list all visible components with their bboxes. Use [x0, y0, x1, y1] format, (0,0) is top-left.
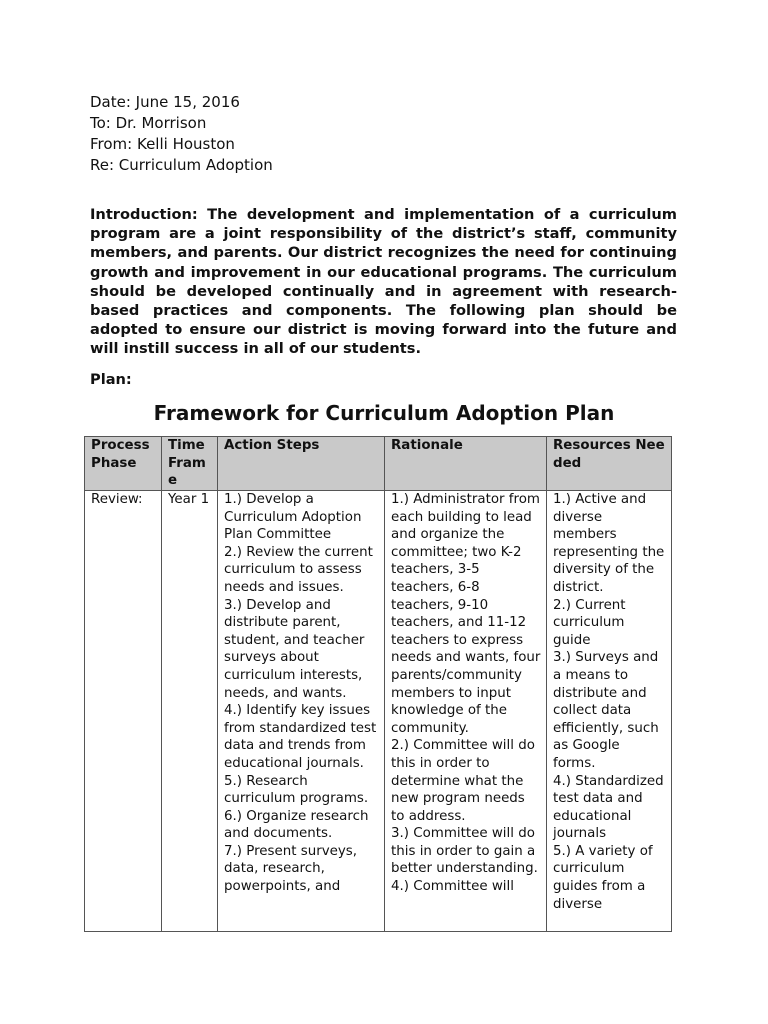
header-action-steps: Action Steps	[218, 437, 385, 491]
framework-table	[84, 436, 672, 932]
plan-label: Plan:	[90, 371, 132, 388]
cell-resources-needed: 1.) Active and diverse members representing the diversity of the district. 2.) Current curriculum guide 3.) Surveys and a means to distribute and collect data efficiently, such as Google forms. 4.) Standardized test data and educational journals 5.) A variety of curriculum guides from a diverse	[547, 491, 672, 932]
introduction-paragraph: Introduction: The development and implementation of a curriculum program are a joint responsibility of the district’s staff, community members, and parents. Our district recognizes the need for continuing growth and improvement in our educational programs. The curriculum should be developed continually and in agreement with research-based practices and components. The following plan should be adopted to ensure our district is moving forward into the future and will instill success in all of our students.	[90, 206, 677, 358]
header-resources-needed: Resources Needed	[547, 437, 672, 491]
memo-from: From: Kelli Houston	[90, 135, 235, 153]
memo-re: Re: Curriculum Adoption	[90, 156, 273, 174]
header-time-frame: Time Frame	[162, 437, 218, 491]
table-row	[85, 491, 672, 932]
cell-rationale: 1.) Administrator from each building to lead and organize the committee; two K-2 teachers, 3-5 teachers, 6-8 teachers, 9-10 teachers, and 11-12 teachers to express needs and wants, four parents/community members to input knowledge of the community. 2.) Committee will do this in order to determine what the new program needs to address. 3.) Committee will do this in order to gain a better understanding. 4.) Committee will	[385, 491, 547, 932]
cell-process-phase: Review:	[85, 491, 162, 932]
cell-time-frame: Year 1	[162, 491, 218, 932]
memo-to: To: Dr. Morrison	[90, 114, 207, 132]
memo-date: Date: June 15, 2016	[90, 93, 240, 111]
framework-title: Framework for Curriculum Adoption Plan	[153, 401, 615, 425]
header-rationale: Rationale	[385, 437, 547, 491]
table-header-row	[85, 437, 672, 491]
cell-action-steps: 1.) Develop a Curriculum Adoption Plan Committee 2.) Review the current curriculum to assess needs and issues. 3.) Develop and distribute parent, student, and teacher surveys about curriculum interests, needs, and wants. 4.) Identify key issues from standardized test data and trends from educational journals. 5.) Research curriculum programs. 6.) Organize research and documents. 7.) Present surveys, data, research, powerpoints, and	[218, 491, 385, 932]
header-process-phase: Process Phase	[85, 437, 162, 491]
memo-header	[90, 92, 273, 176]
